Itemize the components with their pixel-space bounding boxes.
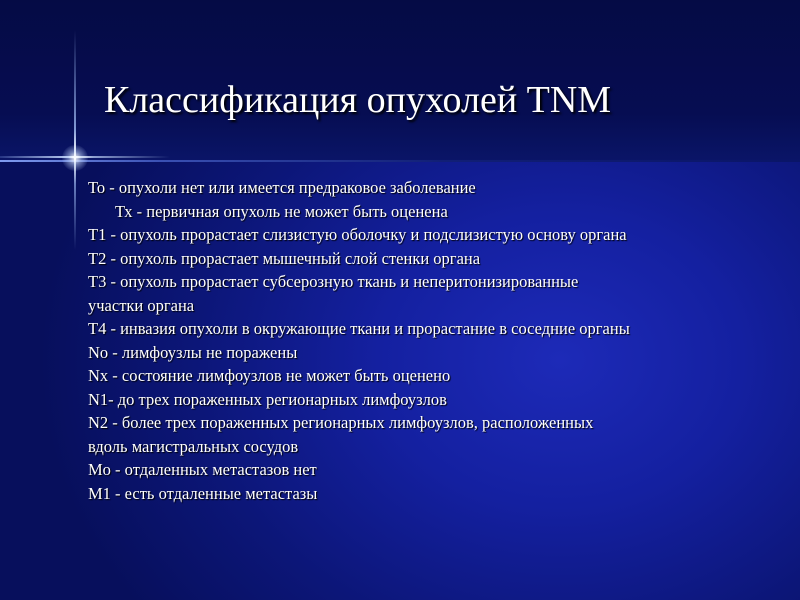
sparkle-icon-vertical-ray: [74, 30, 76, 250]
classification-list: [88, 176, 778, 505]
list-item-t3-continued: участки органа: [88, 295, 195, 315]
list-item-m0: Mо - отдаленных метастазов нет: [88, 460, 317, 479]
list-item-t2: Т2 - опухоль прорастает мышечный слой стенки органа: [88, 248, 481, 268]
list-item-nx: Nх - состояние лимфоузлов не может быть оценено: [88, 366, 451, 385]
list-item-n1: N1- до трех пораженных регионарных лимфоузлов: [88, 389, 447, 409]
list-item-t3: Т3 - опухоль прорастает субсерозную ткань и неперитонизированные: [88, 272, 579, 291]
list-item-tx: Тх - первичная опухоль не может быть оценена: [115, 201, 448, 221]
sparkle-icon: [62, 145, 88, 171]
list-item-t0: То - опухоли нет или имеется предраковое заболевание: [88, 178, 476, 197]
list-item-n2: N2 - более трех пораженных регионарных лимфоузлов, расположенных: [88, 413, 594, 432]
header-divider: [0, 160, 800, 162]
slide-title: Классификация опухолей TNM: [104, 79, 612, 121]
list-item-n2-continued: вдоль магистральных сосудов: [88, 436, 299, 456]
list-item-t4: Т4 - инвазия опухоли в окружающие ткани и прорастание в соседние органы: [88, 319, 630, 338]
list-item-n0: Nо - лимфоузлы не поражены: [88, 342, 298, 362]
list-item-t1: Т1 - опухоль прорастает слизистую оболочку и подслизистую основу органа: [88, 225, 627, 244]
list-item-m1: M1 - есть отдаленные метастазы: [88, 483, 318, 503]
